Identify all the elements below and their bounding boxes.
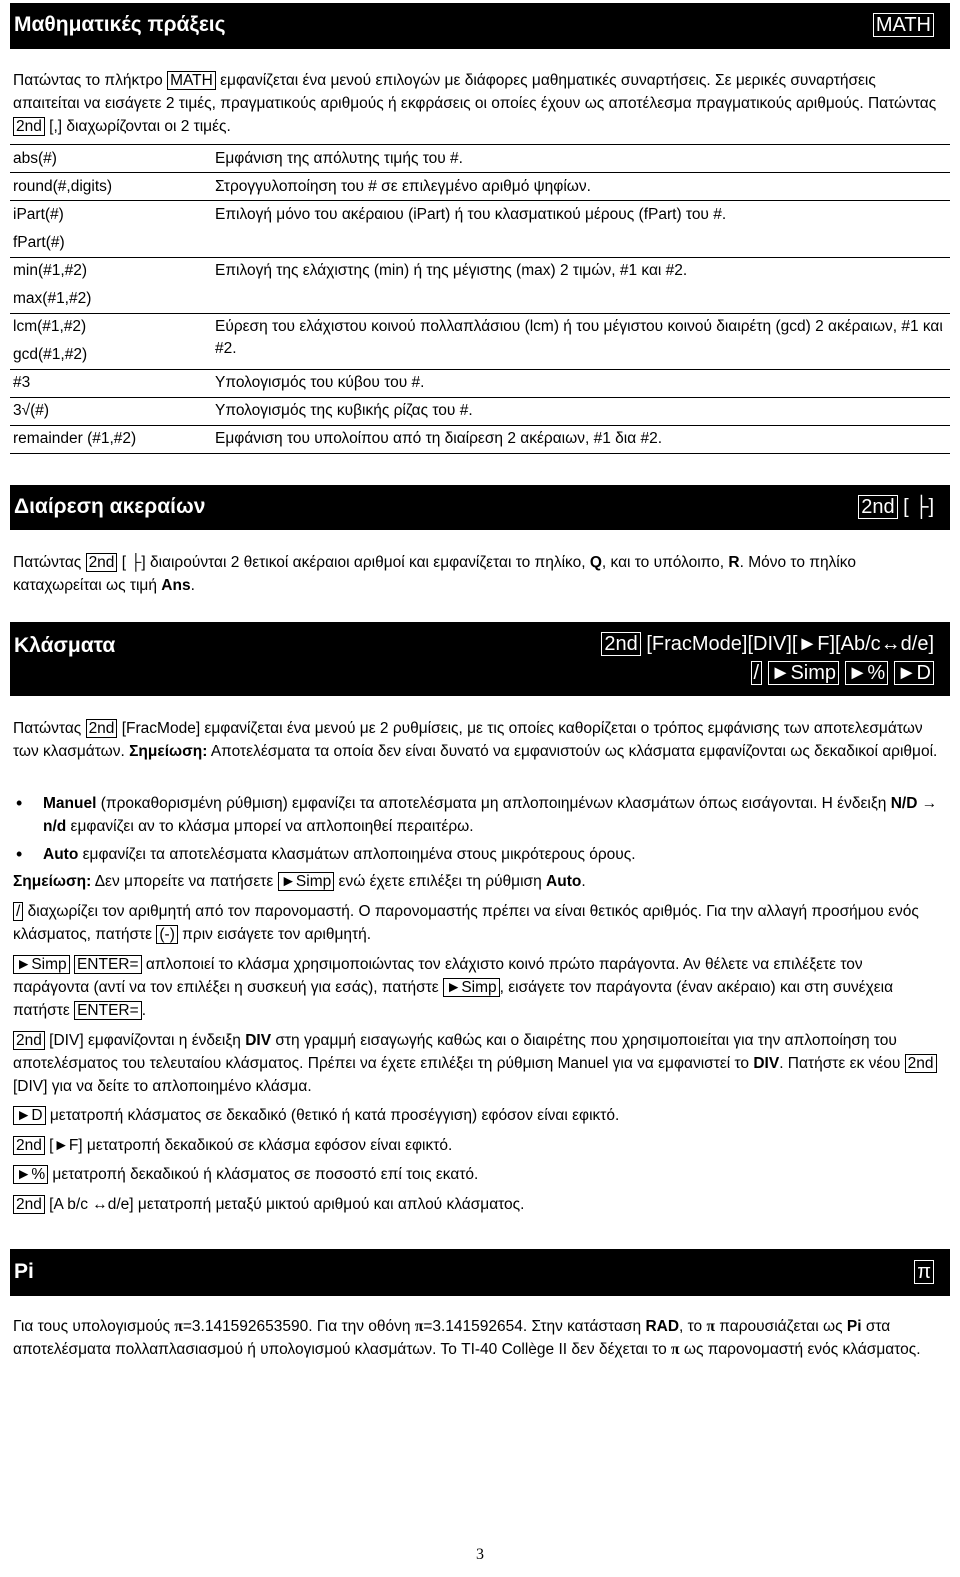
pi-paragraph — [13, 1315, 938, 1361]
pi-symbol: π — [414, 1318, 424, 1335]
fractions-percent-paragraph — [13, 1163, 938, 1186]
2nd-key: 2nd — [601, 632, 640, 656]
decimal-key: ►D — [13, 1106, 46, 1125]
pi-label: Pi — [846, 1318, 862, 1335]
text: Πατώντας — [13, 554, 86, 571]
function-name: 3√(#) — [13, 402, 50, 419]
table-row — [13, 257, 948, 285]
fractions-div-paragraph — [13, 1029, 938, 1098]
function-desc: Στρογγυλοποίηση του # σε επιλεγμένο αριθμό ψηφίων. — [215, 178, 591, 195]
text: . — [581, 873, 586, 890]
text: μετατροπή κλάσματος σε δεκαδικό (θετικό ή κατά προσέγγιση) εφόσον είναι εφικτό. — [45, 1107, 620, 1124]
text: ως παρονομαστή ενός κλάσματος. — [679, 1341, 921, 1358]
table-row — [13, 425, 948, 453]
function-name: fPart(#) — [13, 234, 65, 251]
function-name: gcd(#1,#2) — [13, 346, 88, 363]
list-item — [13, 792, 938, 838]
rad-label: RAD — [645, 1318, 680, 1335]
text: στα αποτελέσματα πολλαπλασιασμού ή υπολογισμού κλασμάτων. Το TI-40 Collège II δεν δέχεται το — [13, 1318, 891, 1358]
auto-label: Auto — [43, 846, 79, 863]
function-desc: Επιλογή μόνο του ακέραιου (iPart) ή του κλασματικού μέρους (fPart) του #. — [215, 206, 727, 223]
table-row — [13, 173, 948, 201]
pi-symbol: π — [174, 1318, 183, 1335]
table-row — [13, 341, 948, 369]
enter-key: ENTER= — [74, 955, 142, 974]
text: =3.141592653590. Για την οθόνη — [182, 1318, 415, 1335]
function-desc: Υπολογισμός της κυβικής ρίζας του #. — [215, 402, 473, 419]
text: [A b/c ↔d/e] μετατροπή μεταξύ μικτού αριθμού και απλού κλάσματος. — [44, 1196, 525, 1213]
function-name: max(#1,#2) — [13, 290, 92, 307]
function-desc: Εμφάνιση της απόλυτης τιμής του #. — [215, 150, 463, 167]
text: Αποτελέσματα τα οποία δεν είναι δυνατό να εμφανιστούν ως κλάσματα εμφανίζονται ως δεκαδικοί αριθμοί. — [207, 743, 938, 760]
text: παρουσιάζεται ως — [714, 1318, 847, 1335]
math-key-inline: MATH — [167, 71, 216, 90]
division-paragraph — [13, 551, 938, 597]
text: [FracMode] εμφανίζεται ένα μενού με 2 ρυθμίσεις, με τις οποίες καθορίζεται ο τρόπος εμφάνισης των αποτελεσμάτων των κλασμάτων. — [13, 720, 923, 760]
division-header-bar — [10, 485, 950, 530]
fractions-abc-paragraph — [13, 1193, 938, 1216]
fractions-keys-line2 — [751, 662, 934, 685]
quotient-label: Q — [589, 554, 602, 571]
nd-label: N/D — [890, 795, 918, 812]
table-row — [13, 145, 948, 173]
text: , και το υπόλοιπο, — [601, 554, 729, 571]
note-label: Σημείωση: — [129, 743, 208, 760]
text: Πατώντας το πλήκτρο — [13, 72, 168, 89]
pi-header-bar — [10, 1249, 950, 1296]
text: στη γραμμή εισαγωγής καθώς και ο διαιρέτης που χρησιμοποιείται για την απλοποίηση του αποτελέσματος του τελευταίου κλάσματος. Πρέπει να έχετε επιλέξει τη ρύθμιση Manuel για να εμφανιστεί το — [13, 1032, 897, 1072]
function-desc: Υπολογισμός του κύβου του #. — [215, 374, 425, 391]
slash-key: / — [13, 902, 23, 921]
negative-key: (-) — [156, 925, 178, 944]
pi-section-title: Pi — [14, 1260, 34, 1283]
arrow: → — [917, 795, 938, 812]
simp-key: ►Simp — [768, 661, 839, 685]
simp-key: ►Simp — [443, 978, 500, 997]
fractions-section-title: Κλάσματα — [14, 634, 116, 657]
fractions-f-paragraph — [13, 1134, 938, 1157]
text: . Μόνο το πηλίκο καταχωρείται ως τιμή — [13, 554, 856, 594]
2nd-key: 2nd — [13, 117, 45, 136]
2nd-key: 2nd — [13, 1136, 45, 1155]
text: , το — [679, 1318, 707, 1335]
fractions-mode-list — [13, 792, 938, 866]
text: εμφανίζει αν το κλάσμα μπορεί να απλοποιηθεί περαιτέρω. — [66, 818, 474, 835]
2nd-key: 2nd — [858, 495, 897, 519]
function-name: lcm(#1,#2) — [13, 318, 87, 335]
text: Πατώντας — [13, 720, 86, 737]
2nd-key: 2nd — [86, 719, 118, 738]
fractions-slash-paragraph — [13, 900, 938, 946]
division-key-label — [858, 496, 934, 519]
frac-keys: [FracMode][DIV][►F][Ab/c↔d/e] — [640, 633, 934, 655]
note-label: Σημείωση: — [13, 873, 92, 890]
text: [►F] μετατροπή δεκαδικού σε κλάσμα εφόσον είναι εφικτό. — [44, 1137, 453, 1154]
table-row — [13, 285, 948, 313]
comma-key: [,] — [44, 118, 67, 135]
2nd-key: 2nd — [905, 1054, 937, 1073]
text: Για τους υπολογισμούς — [13, 1318, 175, 1335]
text: . — [190, 577, 195, 594]
text: μετατροπή δεκαδικού ή κλάσματος σε ποσοστό επί τοις εκατό. — [48, 1166, 479, 1183]
pi-key: π — [914, 1260, 934, 1284]
text: =3.141592654. Στην κατάσταση — [423, 1318, 646, 1335]
fractions-paragraph-1 — [13, 717, 938, 763]
text: πριν εισάγετε τον αριθμητή. — [177, 926, 372, 943]
2nd-key: 2nd — [86, 553, 118, 572]
div-label: DIV — [753, 1055, 780, 1072]
pi-symbol: π — [671, 1341, 680, 1358]
decimal-key: ►D — [894, 661, 934, 685]
text: . Πατήστε εκ νέου — [779, 1055, 905, 1072]
math-section-title: Μαθηματικές πράξεις — [14, 13, 226, 36]
2nd-key: 2nd — [13, 1031, 45, 1050]
text: ενώ έχετε επιλέξει τη ρύθμιση — [334, 873, 547, 890]
function-name: remainder (#1,#2) — [13, 430, 137, 447]
remainder-label: R — [728, 554, 740, 571]
text: (προκαθορισμένη ρύθμιση) εμφανίζει τα αποτελέσματα μη απλοποιημένων κλασμάτων όπως εισάγονται. Η ένδειξη — [96, 795, 891, 812]
text: [DIV] για να δείτε το απλοποιημένο κλάσμα. — [13, 1078, 312, 1095]
table-row — [13, 229, 948, 257]
slash-key: / — [751, 661, 763, 685]
math-key: MATH — [873, 13, 934, 37]
division-section-title: Διαίρεση ακεραίων — [14, 495, 206, 518]
table-row — [13, 397, 948, 425]
manuel-label: Manuel — [43, 795, 97, 812]
auto-label: Auto — [546, 873, 582, 890]
function-name: iPart(#) — [13, 206, 64, 223]
table-row — [13, 369, 948, 397]
2nd-key: 2nd — [13, 1195, 45, 1214]
nd-lower-label: n/d — [43, 818, 67, 835]
text: εμφανίζεται ένα μενού επιλογών με διάφορες μαθηματικές συναρτήσεις. Σε μερικές συναρτήσεις απαιτείται να εισάγετε 2 τιμές, πραγματικούς αριθμούς ή εκφράσεις οι οποίες έχουν ως αποτέλεσμα πραγματικούς αριθμούς. Πατώντας — [13, 72, 937, 112]
text: διαχωρίζονται οι 2 τιμές. — [66, 118, 231, 135]
function-desc: Εμφάνιση του υπολοίπου από τη διαίρεση 2 ακέραιων, #1 δια #2. — [215, 430, 663, 447]
fractions-header-bar — [10, 622, 950, 696]
list-item — [13, 843, 938, 866]
div-label: DIV — [245, 1032, 272, 1049]
math-intro — [13, 69, 938, 138]
pi-symbol: π — [706, 1318, 715, 1335]
pi-key-label — [914, 1261, 934, 1284]
enter-key: ENTER= — [74, 1001, 142, 1020]
divide-key: [ ├] — [903, 496, 934, 518]
function-desc: Επιλογή της ελάχιστης (min) ή της μέγιστης (max) 2 τιμών, #1 και #2. — [215, 262, 688, 279]
fractions-simp-paragraph — [13, 953, 938, 1022]
function-name: abs(#) — [13, 150, 57, 167]
ans-label: Ans — [161, 577, 191, 594]
math-header-bar — [10, 3, 950, 49]
function-name: #3 — [13, 374, 31, 391]
percent-key: ►% — [13, 1165, 48, 1184]
fractions-keys-line1 — [601, 633, 934, 656]
page-number: 3 — [476, 1546, 484, 1563]
fractions-note — [13, 870, 938, 893]
fractions-d-paragraph — [13, 1104, 938, 1127]
text: διαχωρίζει τον αριθμητή από τον παρονομαστή. Ο παρονομαστής πρέπει να είναι θετικός αριθμός. Για την αλλαγή προσήμου ενός κλάσματος, πατήστε — [13, 903, 919, 943]
text: απλοποιεί το κλάσμα χρησιμοποιώντας τον ελάχιστο κοινό πρώτο παράγοντα. Αν θέλετε να επιλέξετε τον παράγοντα (αντί να τον επιλέξει η συσκευή για εσάς), πατήστε — [13, 956, 863, 996]
text: [ ├] διαιρούνται 2 θετικοί ακέραιοι αριθμοί και εμφανίζεται το πηλίκο, — [117, 554, 590, 571]
text: . — [141, 1002, 146, 1019]
simp-key: ►Simp — [13, 955, 70, 974]
percent-key: ►% — [845, 661, 889, 685]
function-name: round(#,digits) — [13, 178, 113, 195]
text: Δεν μπορείτε να πατήσετε — [91, 873, 278, 890]
simp-key: ►Simp — [278, 872, 335, 891]
text: , εισάγετε τον παράγοντα (έναν ακέραιο) και στη συνέχεια πατήστε — [13, 979, 894, 1019]
table-row — [13, 201, 948, 229]
text: εμφανίζει τα αποτελέσματα κλασμάτων απλοποιημένα στους μικρότερους όρους. — [78, 846, 636, 863]
math-key-label — [873, 14, 934, 37]
text: [DIV] εμφανίζονται η ένδειξη — [44, 1032, 246, 1049]
table-divider — [10, 453, 950, 454]
function-name: min(#1,#2) — [13, 262, 88, 279]
function-desc: Εύρεση του ελάχιστου κοινού πολλαπλάσιου (lcm) ή του μέγιστου κοινού διαιρέτη (gcd) 2 ακέραιων, #1 και #2. — [215, 318, 943, 357]
